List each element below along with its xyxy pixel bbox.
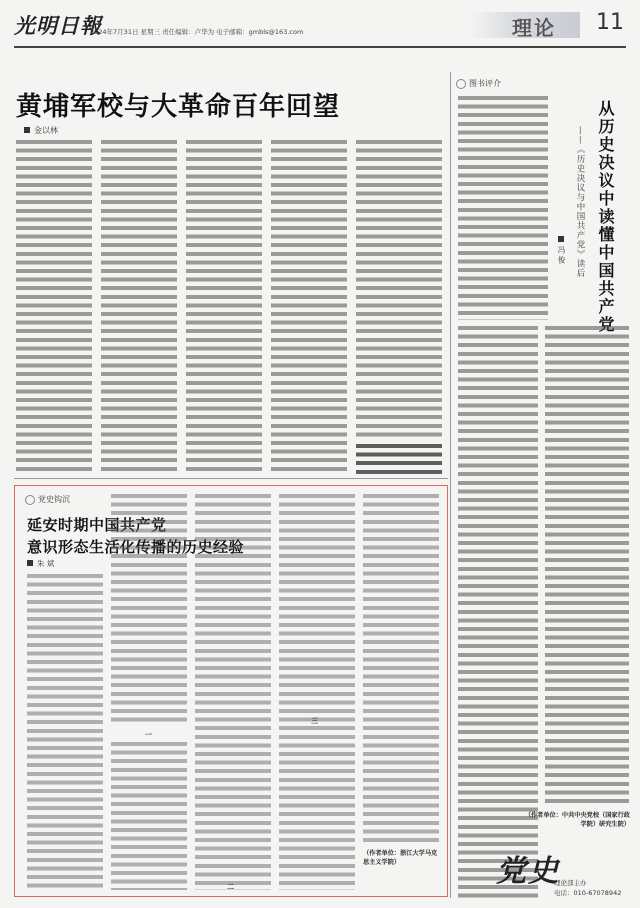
review-column-tag (456, 78, 501, 89)
main-article-note (356, 444, 442, 474)
main-byline (24, 125, 58, 136)
column-brand-sub: 理论部主办 (554, 879, 587, 887)
box-subhead-3: 三 (311, 716, 318, 725)
issue-meta: 2024年7月31日 星期三 责任编辑：卢华为 电子邮箱：gmbls@163.com (90, 28, 304, 36)
article-divider (14, 478, 448, 479)
main-column-2 (101, 140, 177, 474)
byline-square-icon (558, 236, 564, 242)
review-column-3 (545, 326, 629, 806)
byline-square-icon (24, 127, 30, 133)
byline-square-icon (27, 560, 33, 566)
box-title-line2: 意识形态生活化传播的历史经验 (27, 538, 245, 556)
box-column-4 (279, 494, 355, 890)
main-column-1 (16, 140, 92, 474)
review-tag-label: 图书评介 (469, 79, 501, 88)
masthead (0, 0, 640, 46)
header-rule (14, 46, 626, 48)
review-title: 从历史决议中读懂中国共产党 (596, 100, 615, 334)
review-subtitle: ——《历史决议与中国共产党》读后 (575, 126, 585, 278)
main-column-4 (271, 140, 347, 474)
box-column-3 (195, 494, 271, 890)
section-name: 理论 (512, 16, 556, 40)
box-column-2 (111, 494, 187, 724)
review-author: 冯 俊 (557, 246, 566, 264)
box-author: 朱 斌 (37, 559, 55, 568)
box-subhead-1: 一 (145, 730, 152, 739)
column-brand-logo: 党史 (496, 854, 560, 889)
box-byline (27, 558, 54, 569)
main-author: 金以林 (34, 126, 58, 135)
main-headline: 黄埔军校与大革命百年回望 (16, 92, 341, 122)
box-note: （作者单位：浙江大学马克思主义学院） (363, 850, 438, 866)
main-column-5 (356, 140, 442, 440)
box-column-tag (25, 494, 70, 505)
page-number: 11 (596, 10, 624, 35)
box-column-1 (27, 574, 103, 890)
column-tag-icon (25, 495, 35, 505)
column-divider (450, 72, 451, 898)
boxed-article (14, 485, 448, 897)
column-brand-tel: 电话：010-67078942 (554, 889, 622, 897)
main-column-3 (186, 140, 262, 474)
box-tag-label: 党史钩沉 (38, 495, 70, 504)
box-title-line1: 延安时期中国共产党 (27, 516, 167, 534)
box-column-5 (363, 494, 439, 844)
review-byline (556, 236, 567, 263)
box-column-2b (111, 742, 187, 890)
column-tag-icon (456, 79, 466, 89)
newspaper-logo: 光明日報 (14, 13, 102, 38)
box-subhead-2: 二 (227, 882, 234, 891)
review-note: （作者单位：中共中央党校（国家行政学院）研究生院） (524, 812, 630, 828)
review-column-1 (458, 96, 548, 320)
